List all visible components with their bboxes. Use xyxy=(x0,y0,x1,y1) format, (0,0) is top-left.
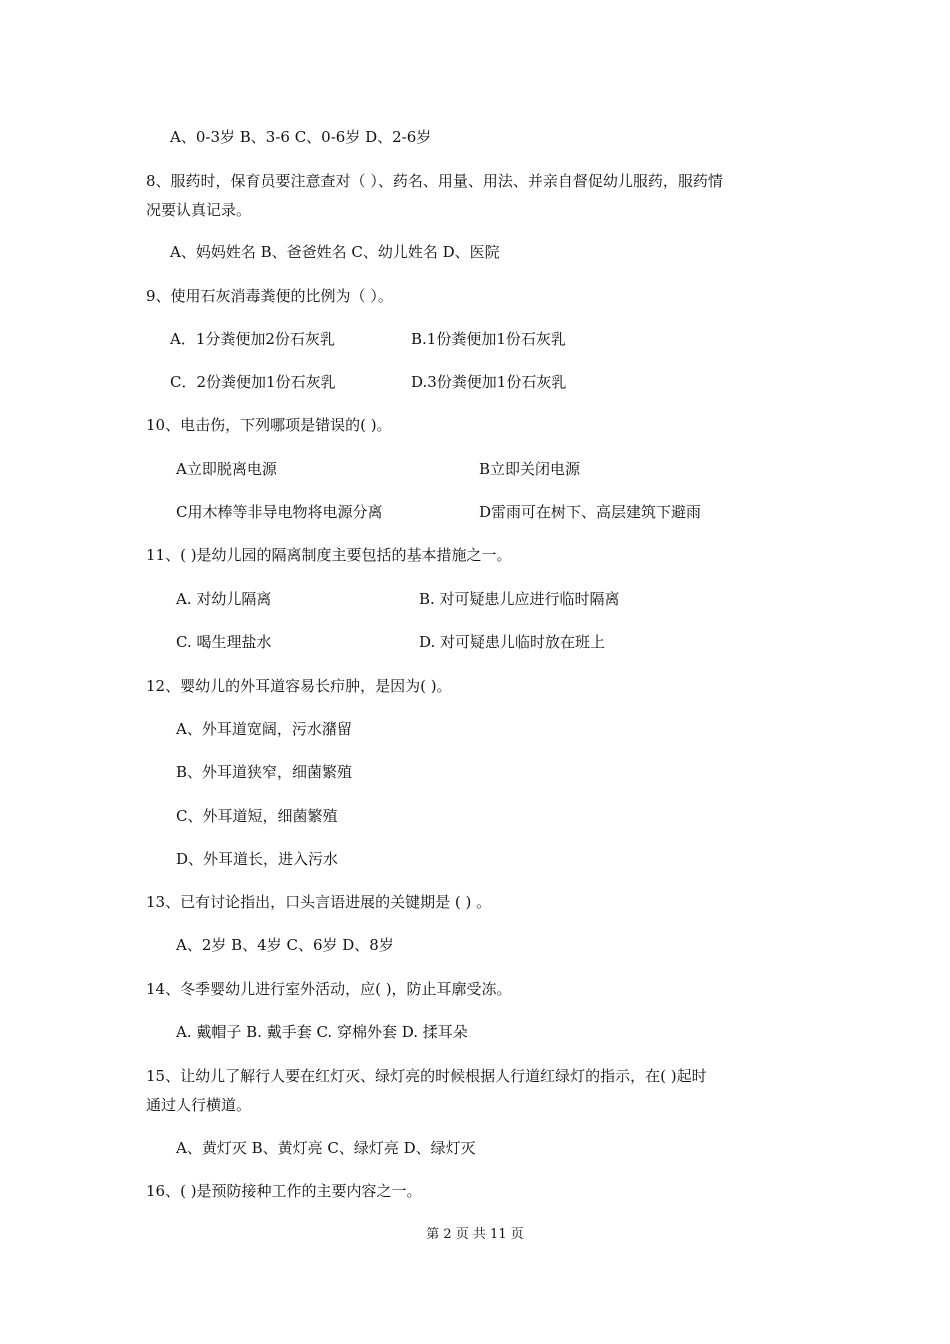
q11-option-d: D. 对可疑患儿临时放在班上 xyxy=(419,633,606,651)
q11-option-c: C. 喝生理盐水 xyxy=(176,633,272,651)
q9-stem: 9、使用石灰消毒粪便的比例为（ ）。 xyxy=(146,287,393,305)
q15-options: A、黄灯灭 B、黄灯亮 C、绿灯亮 D、绿灯灭 xyxy=(176,1139,476,1157)
q12-option-c: C、外耳道短，细菌繁殖 xyxy=(176,807,338,825)
q11-stem: 11、( )是幼儿园的隔离制度主要包括的基本措施之一。 xyxy=(146,546,512,564)
q12-option-a: A、外耳道宽阔，污水潴留 xyxy=(176,720,352,738)
q15-stem-line2: 通过人行横道。 xyxy=(146,1096,252,1114)
page-footer: 第 2 页 共 11 页 xyxy=(426,1227,524,1242)
q10-option-d: D雷雨可在树下、高层建筑下避雨 xyxy=(479,503,702,521)
q16-stem: 16、( )是预防接种工作的主要内容之一。 xyxy=(146,1182,422,1200)
q9-option-d: D.3份粪便加1份石灰乳 xyxy=(411,373,567,391)
q9-option-c: C．2份粪便加1份石灰乳 xyxy=(170,373,336,391)
q10-stem: 10、电击伤，下列哪项是错误的( )。 xyxy=(146,416,392,434)
q9-option-a: A．1分粪便加2份石灰乳 xyxy=(170,330,335,348)
q14-options: A. 戴帽子 B. 戴手套 C. 穿棉外套 D. 揉耳朵 xyxy=(176,1023,468,1041)
q8-options: A、妈妈姓名 B、爸爸姓名 C、幼儿姓名 D、医院 xyxy=(170,243,500,261)
q13-stem: 13、已有讨论指出，口头言语进展的关键期是 ( ) 。 xyxy=(146,893,492,911)
q10-option-a: A立即脱离电源 xyxy=(176,460,277,478)
q10-option-c: C用木棒等非导电物将电源分离 xyxy=(176,503,383,521)
q8-stem-line1: 8、服药时，保育员要注意查对（ ）、药名、用量、用法、并亲自督促幼儿服药，服药情 xyxy=(146,172,723,190)
q10-option-b: B立即关闭电源 xyxy=(479,460,581,478)
q13-options: A、2岁 B、4岁 C、6岁 D、8岁 xyxy=(176,936,394,954)
q12-stem: 12、婴幼儿的外耳道容易长疖肿，是因为( )。 xyxy=(146,677,452,695)
q14-stem: 14、冬季婴幼儿进行室外活动，应( )，防止耳廓受冻。 xyxy=(146,980,512,998)
q7-options: A、0-3岁 B、3-6 C、0-6岁 D、2-6岁 xyxy=(170,128,432,146)
q15-stem-line1: 15、让幼儿了解行人要在红灯灭、绿灯亮的时候根据人行道红绿灯的指示，在( )起时 xyxy=(146,1067,707,1085)
q12-option-d: D、外耳道长，进入污水 xyxy=(176,850,339,868)
q11-option-b: B. 对可疑患儿应进行临时隔离 xyxy=(419,590,620,608)
q11-option-a: A. 对幼儿隔离 xyxy=(176,590,272,608)
q8-stem-line2: 况要认真记录。 xyxy=(146,201,252,219)
q9-option-b: B.1份粪便加1份石灰乳 xyxy=(411,330,566,348)
q12-option-b: B、外耳道狭窄，细菌繁殖 xyxy=(176,763,353,781)
